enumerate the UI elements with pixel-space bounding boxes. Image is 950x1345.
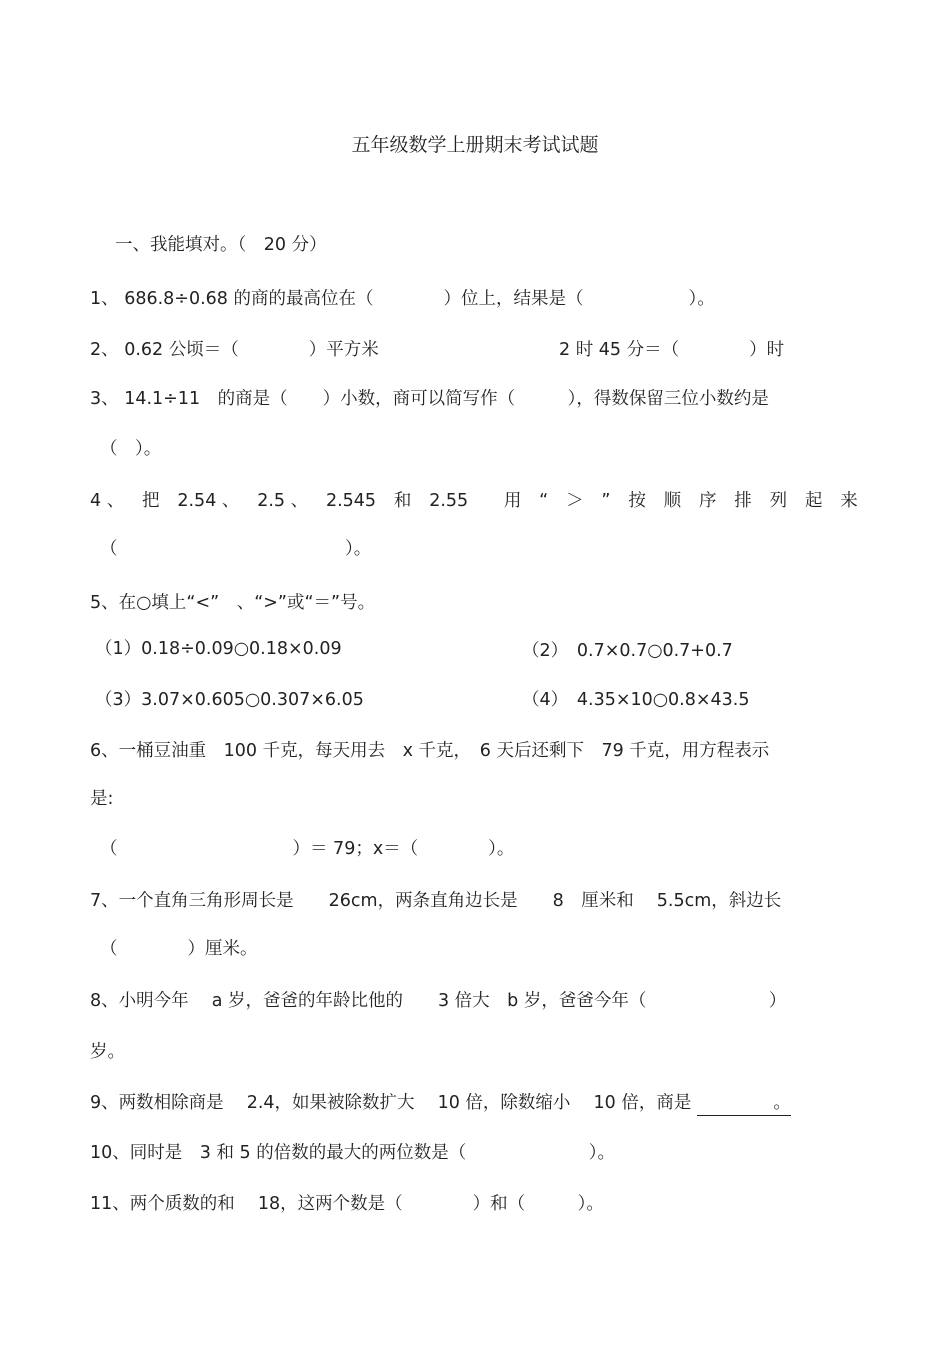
- question-6-continuation: 是:: [90, 789, 114, 809]
- question-11: 11、两个质数的和 18，这两个数是（ ）和（ ）。: [90, 1194, 604, 1214]
- q4-token: “: [539, 491, 549, 511]
- q4-token: ”: [601, 491, 611, 511]
- q4-token: 序: [698, 491, 717, 511]
- question-9: [90, 1091, 791, 1116]
- q4-token: ＞: [566, 491, 584, 511]
- q4-token: 按: [628, 491, 646, 511]
- q4-token: 起: [804, 491, 823, 511]
- question-5-item-1: （1）0.18÷0.09○0.18×0.09: [95, 639, 342, 659]
- question-5-item-3: （3）3.07×0.605○0.307×6.05: [95, 690, 364, 710]
- q4-token: 和: [393, 491, 412, 511]
- question-4: [90, 489, 858, 513]
- question-7: 7、一个直角三角形周长是 26cm，两条直角边长是 8 厘米和 5.5cm，斜边长: [90, 891, 782, 911]
- question-2-part-a: 2、 0.62 公顷＝（ ）平方米: [90, 340, 379, 360]
- q4-token: 2.545: [325, 491, 377, 511]
- q4-token: 2.5 、: [257, 491, 309, 511]
- question-8-continuation: 岁。: [90, 1042, 125, 1062]
- question-10: 10、同时是 3 和 5 的倍数的最大的两位数是（ ）。: [90, 1143, 615, 1163]
- question-7-continuation: （ ）厘米。: [100, 939, 258, 959]
- q4-token: 来: [840, 491, 858, 511]
- question-8: 8、小明今年 a 岁，爸爸的年龄比他的 3 倍大 b 岁，爸爸今年（ ）: [90, 991, 787, 1011]
- question-2-part-b: 2 时 45 分＝（ ）时: [559, 340, 785, 360]
- q4-token: 排: [734, 491, 752, 511]
- question-5-item-4: （4） 4.35×10○0.8×43.5: [522, 690, 750, 710]
- question-5: 5、在○填上“<” 、“>”或“＝”号。: [90, 593, 376, 613]
- q4-token: 把: [142, 491, 160, 511]
- question-3-continuation: （ ）。: [100, 439, 162, 459]
- q4-token: 列: [769, 491, 788, 511]
- answer-blank: 。: [697, 1091, 791, 1116]
- question-4-continuation: （ ）。: [100, 539, 372, 559]
- question-6: 6、一桶豆油重 100 千克，每天用去 x 千克， 6 天后还剩下 79 千克，用方程表示: [90, 741, 770, 761]
- question-9-text: 9、两数相除商是 2.4，如果被除数扩大 10 倍，除数缩小 10 倍，商是: [90, 1093, 697, 1113]
- q4-token: 2.55: [429, 491, 469, 511]
- q4-token: 用: [503, 491, 522, 511]
- section-heading: 一、我能填对。（ 20 分）: [115, 235, 327, 255]
- question-3: 3、 14.1÷11 的商是（ ）小数，商可以简写作（ ），得数保留三位小数约是: [90, 389, 769, 409]
- q4-token: 顺: [663, 491, 682, 511]
- question-5-item-2: （2） 0.7×0.7○0.7+0.7: [522, 641, 733, 661]
- question-1: 1、 686.8÷0.68 的商的最高位在（ ）位上，结果是（ ）。: [90, 289, 715, 309]
- q4-token: 2.54 、: [177, 491, 240, 511]
- question-6-equation: （ ）＝ 79；x＝（ ）。: [100, 839, 515, 859]
- q4-token: 4 、: [90, 491, 125, 511]
- page-title: 五年级数学上册期末考试试题: [351, 134, 599, 156]
